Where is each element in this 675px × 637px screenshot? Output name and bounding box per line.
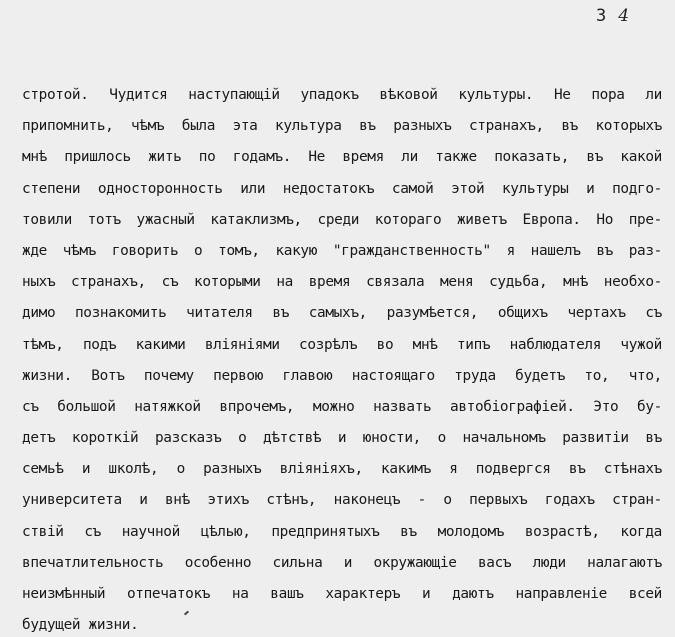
text-line: товили тотъ ужасный катаклизмъ, среди котораго живетъ Европа. Но пре- xyxy=(22,211,662,228)
text-line: неизмѣнный отпечатокъ на вашъ характеръ и даютъ направленіе всей xyxy=(22,586,662,602)
text-line: степени односторонность или недостатокъ самой этой культуры и подго- xyxy=(22,180,662,197)
text-line-last: будущей жизни. xyxy=(22,617,139,634)
text-body xyxy=(22,80,662,637)
page-number-typed: 3 xyxy=(596,6,607,26)
text-line: димо познакомить читателя въ самыхъ, разумѣется, общихъ чертахъ съ xyxy=(22,305,662,322)
text-line: стротой. Чудится наступающій упадокъ вѣковой культуры. Не пора ли xyxy=(22,87,662,103)
text-line: мнѣ пришлось жить по годамъ. Не время ли также показать, въ какой xyxy=(22,149,662,166)
text-line: жизни. Вотъ почему первою главою настоящаго труда будетъ то, что, xyxy=(22,367,662,384)
text-line: припомнить, чѣмъ была эта культура въ разныхъ странахъ, въ которыхъ xyxy=(22,118,662,135)
text-line: детъ короткій разсказъ о дѣтствѣ и юности, о начальномъ развитіи въ xyxy=(22,430,662,447)
text-line: университета и внѣ этихъ стѣнъ, наконецъ - о первыхъ годахъ стран- xyxy=(22,492,662,509)
page-number xyxy=(596,6,629,26)
text-line: тѣмъ, подъ какими вліяніями созрѣлъ во мнѣ типъ наблюдателя чужой xyxy=(22,336,662,353)
text-line: ныхъ странахъ, съ которыми на время связала меня судьба, мнѣ необхо- xyxy=(22,274,662,291)
text-line: впечатлительность особенно сильна и окружающіе васъ люди налагаютъ xyxy=(22,554,662,571)
text-line: семьѣ и школѣ, о разныхъ вліяніяхъ, какимъ я подвергся въ стѣнахъ xyxy=(22,461,662,478)
text-line: жде чѣмъ говорить о томъ, какую "гражданственность" я нашелъ въ раз- xyxy=(22,242,662,259)
text-line: ствій съ научной цѣлью, предпринятыхъ въ молодомъ возрастѣ, когда xyxy=(22,523,662,540)
page-number-handwritten: 4 xyxy=(618,6,630,26)
text-line: съ большой натяжкой впрочемъ, можно назвать автобіографіей. Это бу- xyxy=(22,398,662,415)
